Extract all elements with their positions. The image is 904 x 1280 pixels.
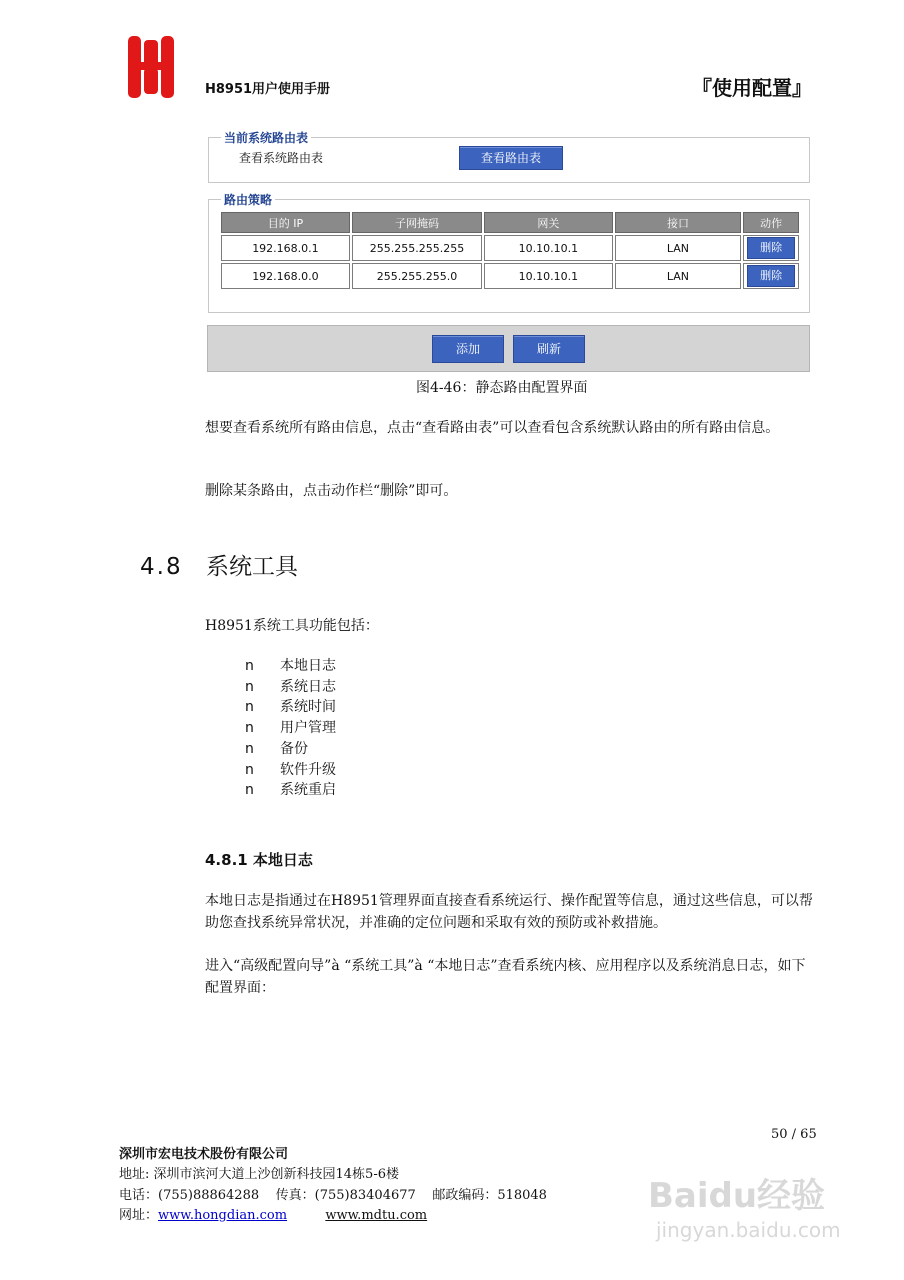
bullet: n	[245, 761, 254, 778]
routing-table-fieldset	[208, 131, 810, 183]
list-item: n 系统时间	[245, 697, 336, 718]
list-item: n 备份	[245, 739, 336, 760]
section-heading-title: 系统工具	[206, 554, 298, 580]
section-heading	[140, 548, 298, 581]
refresh-button[interactable]: 刷新	[513, 335, 585, 363]
cell-action	[743, 263, 799, 289]
column-header-dest-ip: 目的 IP	[221, 212, 350, 233]
add-button[interactable]: 添加	[432, 335, 504, 363]
figure-caption: 图4-46：静态路由配置界面	[416, 380, 588, 396]
delete-route-button[interactable]: 删除	[747, 237, 795, 259]
table-row	[221, 235, 799, 261]
bullet: n	[245, 740, 254, 757]
footer-fax: 传真：(755)83404677	[275, 1188, 416, 1203]
footer-web	[119, 1204, 427, 1223]
cell-gateway: 10.10.10.1	[484, 235, 613, 261]
bullet: n	[245, 720, 254, 737]
cell-dest-ip: 192.168.0.0	[221, 263, 350, 289]
list-item: n 系统重启	[245, 780, 336, 801]
list-item: n 系统日志	[245, 677, 336, 698]
cell-interface: LAN	[615, 263, 742, 289]
bullet: n	[245, 699, 254, 716]
action-bar	[207, 325, 810, 372]
bullet: n	[245, 658, 254, 674]
footer-address: 地址: 深圳市滨河大道上沙创新科技园14栋5-6楼	[119, 1167, 399, 1182]
paragraph: 删除某条路由，点击动作栏“删除”即可。	[205, 483, 458, 499]
column-header-gateway: 网关	[484, 212, 613, 233]
cell-interface: LAN	[615, 235, 742, 261]
list-item: n 本地日志	[245, 656, 336, 677]
cell-subnet-mask: 255.255.255.255	[352, 235, 482, 261]
document-title: H8951用户使用手册	[205, 82, 331, 97]
baidu-watermark-url: jingyan.baidu.com	[656, 1218, 841, 1242]
table-row	[221, 263, 799, 289]
column-header-action: 动作	[743, 212, 799, 233]
footer-company: 深圳市宏电技术股份有限公司	[119, 1147, 289, 1162]
column-header-interface: 接口	[615, 212, 742, 233]
list-item: n 软件升级	[245, 760, 336, 781]
view-routing-label: 查看系统路由表	[239, 151, 324, 165]
company-logo	[126, 34, 176, 100]
footer-contact	[119, 1184, 547, 1203]
column-header-subnet-mask: 子网掩码	[352, 212, 482, 233]
header-section-title: 『使用配置』	[692, 76, 812, 100]
bullet: n	[245, 678, 254, 695]
section-number: 4.8	[140, 554, 183, 580]
paragraph: 进入“高级配置向导”à “系统工具”à “本地日志”查看系统内核、应用程序以及系统消息日志，如下配置界面：	[205, 958, 806, 996]
routing-policy-table	[219, 210, 801, 291]
cell-gateway: 10.10.10.1	[484, 263, 613, 289]
routing-table-legend: 当前系统路由表	[221, 129, 311, 146]
routing-policy-fieldset	[208, 193, 810, 313]
paragraph: 想要查看系统所有路由信息，点击“查看路由表”可以查看包含系统默认路由的所有路由信息。	[205, 420, 780, 436]
footer-link-mdtu[interactable]: www.mdtu.com	[325, 1208, 428, 1223]
cell-subnet-mask: 255.255.255.0	[352, 263, 482, 289]
subsection-heading: 4.8.1 本地日志	[205, 851, 313, 869]
paragraph: H8951系统工具功能包括：	[205, 618, 379, 634]
footer-web-label: 网址：	[119, 1208, 159, 1223]
footer-phone: 电话：(755)88864288	[119, 1188, 260, 1203]
paragraph: 本地日志是指通过在H8951管理界面直接查看系统运行、操作配置等信息，通过这些信息，可以帮助您查找系统异常状况，并准确的定位问题和采取有效的预防或补救措施。	[205, 893, 813, 931]
footer-link-hongdian[interactable]: www.hongdian.com	[158, 1208, 288, 1223]
list-item: n 用户管理	[245, 718, 336, 739]
baidu-watermark: Baidu经验	[648, 1176, 826, 1216]
cell-dest-ip: 192.168.0.1	[221, 235, 350, 261]
footer-postcode: 邮政编码：518048	[432, 1188, 547, 1203]
view-routing-table-button[interactable]: 查看路由表	[459, 146, 563, 170]
delete-route-button[interactable]: 删除	[747, 265, 795, 287]
bullet: n	[245, 782, 254, 799]
routing-policy-legend: 路由策略	[221, 191, 275, 208]
tool-list	[245, 656, 336, 801]
page-number: 50 / 65	[771, 1127, 817, 1142]
cell-action	[743, 235, 799, 261]
